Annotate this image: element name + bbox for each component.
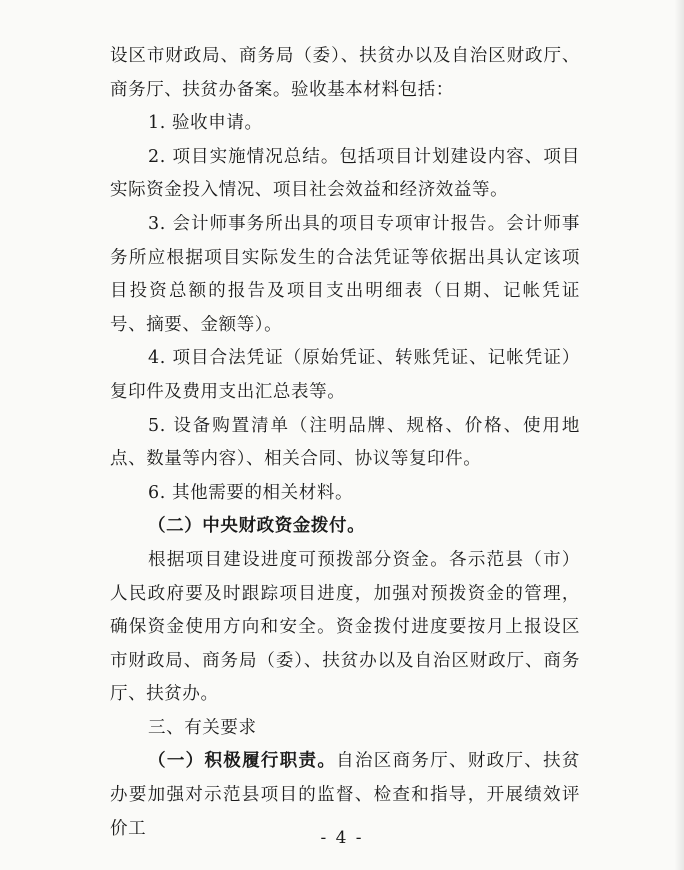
duties-lead: （一）积极履行职责。 <box>148 751 337 772</box>
list-item-3: 3. 会计师事务所出具的项目专项审计报告。会计师事务所应根据项目实际发生的合法凭证等依据出具认定该项目投资总额的报告及项目支出明细表（日期、记帐凭证号、摘要、金额等）。 <box>110 213 580 335</box>
paragraph-continuation: 设区市财政局、商务局（委）、扶贫办以及自治区财政厅、商务厅、扶贫办备案。验收基本材料包括： <box>110 46 580 100</box>
list-item-2: 2. 项目实施情况总结。包括项目计划建设内容、项目实际资金投入情况、项目社会效益和经济效益等。 <box>110 146 580 201</box>
page-edge-shadow <box>674 0 684 870</box>
list-item-5: 5. 设备购置清单（注明品牌、规格、价格、使用地点、数量等内容）、相关合同、协议等复印件。 <box>110 415 580 470</box>
document-body <box>110 40 580 846</box>
section-heading-requirements: 三、有关要求 <box>148 717 257 738</box>
duties-text: 自治区商务厅、财政厅、扶贫办要加强对示范县项目的监督、检查和指导，开展绩效评价工 <box>110 751 580 839</box>
page-number: - 4 - <box>320 828 364 848</box>
paragraph-fund-allocation: 根据项目建设进度可预拨部分资金。各示范县（市）人民政府要及时跟踪项目进度，加强对预拨资金的管理，确保资金使用方向和安全。资金拨付进度要按月上报设区市财政局、商务局（委）、扶贫办以及自治区财政厅、商务厅、扶贫办。 <box>110 549 580 705</box>
subheading-fund-allocation: （二）中央财政资金拨付。 <box>148 516 366 537</box>
list-item-4: 4. 项目合法凭证（原始凭证、转账凭证、记帐凭证）复印件及费用支出汇总表等。 <box>110 348 580 402</box>
list-item-1: 1. 验收申请。 <box>148 113 263 134</box>
list-item-6: 6. 其他需要的相关材料。 <box>148 482 354 503</box>
